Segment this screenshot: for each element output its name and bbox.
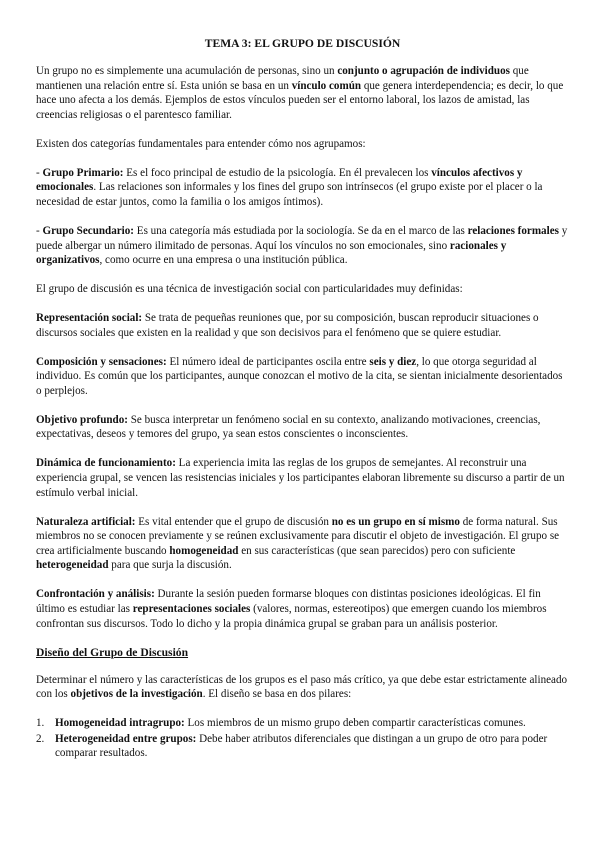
objective-paragraph: Objetivo profundo: Se busca interpretar un fenómeno social en su contexto, analizando motivaciones, creencias, expectativas, deseos y temores del grupo, ya sean estos conscientes o inconscientes. — [36, 413, 541, 441]
secondary-group-paragraph: - Grupo Secundario: Es una categoría más estudiada por la sociología. Se da en el marco de las relaciones formales y puede albergar un número ilimitado de personas. Aquí los vínculos no son emocionales, sino racionales y organizativos, como ocurre en una empresa o una institución pública. — [36, 224, 568, 267]
bold-text: Grupo Primario: — [42, 166, 124, 179]
design-heading: Diseño del Grupo de Discusión — [36, 645, 189, 659]
composition-paragraph: Composición y sensaciones: El número ideal de participantes oscila entre seis y diez, lo que otorga seguridad al individuo. Es común que los participantes, aunque conozcan el motivo de la cita, se sientan inicialmente desorientados o perplejos. — [36, 355, 563, 397]
bold-text: Composición y sensaciones: — [36, 355, 167, 368]
bold-text: relaciones formales — [467, 224, 559, 237]
primary-group-paragraph: - Grupo Primario: Es el foco principal de estudio de la psicología. En él prevalecen los vínculos afectivos y emocionales. Las relaciones son informales y los fines del grupo son intrínsecos (el grupo existe por el placer o la necesidad de estar juntos, como la familia o los amigos íntimos). — [36, 166, 543, 208]
intro-paragraph: Un grupo no es simplemente una acumulación de personas, sino un conjunto o agrupación de individuos que mantienen una relación entre sí. Esta unión se basa en un vínculo común que genera interdependencia; es decir, lo que hace uno afecta a los demás. Ejemplos de estos vínculos pueden ser el entorno laboral, los lazos de amistad, las creencias religiosas o el parentesco familiar. — [36, 65, 564, 121]
bold-text: Confrontación y análisis: — [36, 588, 155, 601]
list-item — [36, 732, 569, 761]
bold-text: Grupo Secundario: — [42, 224, 135, 237]
bold-text: Objetivo profundo: — [36, 413, 128, 426]
bold-text: vínculo común — [291, 79, 362, 92]
list-item-text: Heterogeneidad entre grupos: Debe haber atributos diferenciales que distingan a un grupo de otro para poder comparar resultados. — [55, 732, 548, 760]
pillars-list — [36, 716, 569, 761]
artificial-nature-paragraph: Naturaleza artificial: Es vital entender que el grupo de discusión no es un grupo en sí mismo de forma natural. Sus miembros no se conocen previamente y se reúnen exclusivamente para discutir el objeto de investigación. El grupo se crea artificialmente buscando homogeneidad en sus características (que sean parecidos) pero con suficiente heterogeneidad para que surja la discusión. — [36, 515, 560, 572]
bold-text: Representación social: — [36, 312, 143, 325]
document-title: TEMA 3: EL GRUPO DE DISCUSIÓN — [204, 37, 401, 50]
bold-text: Homogeneidad intragrupo: — [55, 717, 185, 730]
list-item-number: 1. — [36, 717, 45, 730]
bold-text: Dinámica de funcionamiento: — [36, 457, 176, 470]
bold-text: racionales y organizativos — [36, 239, 507, 267]
bold-text: Naturaleza artificial: — [36, 515, 136, 528]
bold-text: Heterogeneidad entre grupos: — [55, 732, 197, 745]
bold-text: no es un grupo en sí mismo — [331, 515, 460, 528]
bold-text: representaciones sociales — [132, 602, 251, 615]
bold-text: seis y diez — [369, 355, 417, 368]
representation-paragraph: Representación social: Se trata de pequeñas reuniones que, por su composición, buscan reproducir situaciones o discursos sociales que existen en la realidad y que son decisivos para el fenómeno que se quiere estudiar. — [36, 312, 539, 339]
dynamics-paragraph: Dinámica de funcionamiento: La experiencia imita las reglas de los grupos de semejantes. Al reconstruir una experiencia grupal, se vencen las resistencias iniciales y los participantes elaboran libremente su discurso a partir de un estímulo verbal inicial. — [36, 457, 565, 499]
design-intro-paragraph: Determinar el número y las características de los grupos es el paso más crítico, ya que debe estar estrictamente alineado con los objetivos de la investigación. El diseño se basa en dos pilares: — [36, 673, 568, 701]
bold-text: heterogeneidad — [36, 559, 109, 572]
discussion-intro-paragraph: El grupo de discusión es una técnica de investigación social con particularidades muy definidas: — [36, 283, 463, 296]
bold-text: homogeneidad — [169, 544, 239, 557]
categories-intro-paragraph: Existen dos categorías fundamentales para entender cómo nos agrupamos: — [36, 137, 366, 150]
list-item-text: Homogeneidad intragrupo: Los miembros de un mismo grupo deben compartir características comunes. — [55, 717, 526, 730]
list-item-number: 2. — [36, 732, 45, 745]
bold-text: vínculos afectivos y emocionales — [36, 166, 523, 194]
bold-text: conjunto o agrupación de individuos — [337, 65, 510, 77]
bold-text: objetivos de la investigación — [70, 688, 203, 701]
confrontation-paragraph: Confrontación y análisis: Durante la sesión pueden formarse bloques con distintas posiciones ideológicas. El fin último es estudiar las representaciones sociales (valores, normas, estereotipos) que emergen cuando los miembros confrontan sus discursos. Todo lo dicho y la propia dinámica grupal se graban para un análisis posterior. — [36, 588, 547, 630]
list-item — [36, 716, 569, 731]
